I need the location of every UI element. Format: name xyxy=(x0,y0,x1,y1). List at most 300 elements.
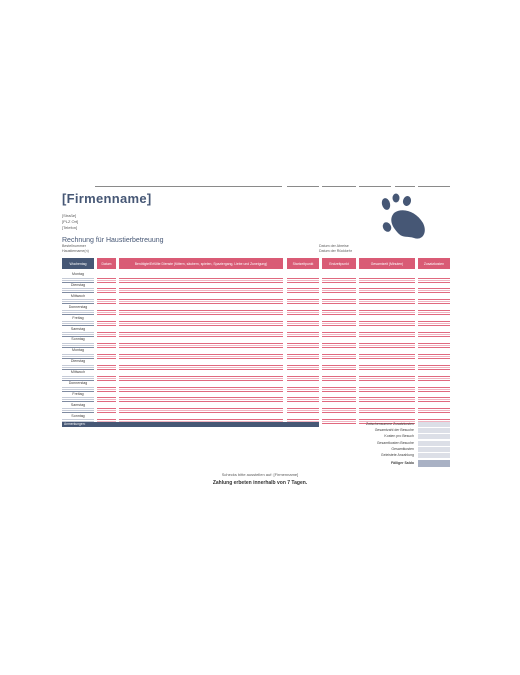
table-cell-line[interactable] xyxy=(287,410,319,411)
table-cell-line[interactable] xyxy=(322,397,356,398)
table-cell-line[interactable] xyxy=(287,343,319,344)
table-cell-line[interactable] xyxy=(418,292,450,293)
table-cell-line[interactable] xyxy=(97,332,116,333)
summary-value[interactable] xyxy=(418,441,450,446)
table-cell-line[interactable] xyxy=(119,387,283,388)
table-cell-line[interactable] xyxy=(359,280,415,281)
table-cell-line[interactable] xyxy=(359,312,415,313)
table-cell-line[interactable] xyxy=(287,358,319,359)
table-cell-line[interactable] xyxy=(119,323,283,324)
table-cell-line[interactable] xyxy=(97,399,116,400)
day-row-line xyxy=(62,408,94,409)
table-cell-line[interactable] xyxy=(97,412,116,413)
table-cell-line[interactable] xyxy=(119,321,283,322)
table-cell-line[interactable] xyxy=(359,314,415,315)
day-label: Dienstag xyxy=(70,282,86,287)
table-cell-line[interactable] xyxy=(418,325,450,326)
header-services: Benötigte/Erfüllte Dienste (füttern, säubern, spielen, Spaziergang, Liebe und Zuneigung) xyxy=(119,258,283,269)
table-cell-line[interactable] xyxy=(287,378,319,379)
header-rule xyxy=(322,186,356,187)
table-cell-line[interactable] xyxy=(97,408,116,409)
table-cell-line[interactable] xyxy=(322,332,356,333)
table-cell-line[interactable] xyxy=(287,391,319,392)
summary-label: Gesamtkosten xyxy=(391,446,414,451)
table-cell-line[interactable] xyxy=(322,303,356,304)
table-cell-line[interactable] xyxy=(287,325,319,326)
payable-to: Schecks bitte ausstellen auf: [Firmenname] xyxy=(221,472,299,477)
day-row-line xyxy=(62,323,94,324)
address-street[interactable]: [Straße] xyxy=(62,213,77,218)
table-cell-line[interactable] xyxy=(322,321,356,322)
table-cell-line[interactable] xyxy=(322,301,356,302)
table-cell-line[interactable] xyxy=(322,282,356,283)
table-cell-line[interactable] xyxy=(119,399,283,400)
table-cell-line[interactable] xyxy=(322,387,356,388)
notes-label[interactable]: Anmerkungen: xyxy=(62,422,319,427)
table-cell-line[interactable] xyxy=(119,356,283,357)
summary-value[interactable] xyxy=(418,453,450,458)
table-cell-line[interactable] xyxy=(418,378,450,379)
table-cell-line[interactable] xyxy=(418,354,450,355)
table-cell-line[interactable] xyxy=(119,292,283,293)
table-cell-line[interactable] xyxy=(418,397,450,398)
table-cell-line[interactable] xyxy=(418,336,450,337)
table-cell-line[interactable] xyxy=(119,303,283,304)
table-cell-line[interactable] xyxy=(119,301,283,302)
table-cell-line[interactable] xyxy=(97,310,116,311)
day-label: Mittwoch xyxy=(70,370,86,375)
table-cell-line[interactable] xyxy=(287,301,319,302)
table-cell-line[interactable] xyxy=(97,278,116,279)
table-cell-line[interactable] xyxy=(287,303,319,304)
table-cell-line[interactable] xyxy=(322,412,356,413)
table-cell-line[interactable] xyxy=(322,356,356,357)
table-cell-line[interactable] xyxy=(119,336,283,337)
summary-value[interactable] xyxy=(418,447,450,452)
table-cell-line[interactable] xyxy=(119,389,283,390)
table-cell-line[interactable] xyxy=(359,391,415,392)
table-cell-line[interactable] xyxy=(418,345,450,346)
table-cell-line[interactable] xyxy=(322,310,356,311)
table-cell-line[interactable] xyxy=(287,376,319,377)
table-cell-line[interactable] xyxy=(119,290,283,291)
table-cell-line[interactable] xyxy=(418,278,450,279)
table-cell-line[interactable] xyxy=(418,356,450,357)
table-cell-line[interactable] xyxy=(418,323,450,324)
table-cell-line[interactable] xyxy=(359,278,415,279)
day-row-line xyxy=(62,399,94,400)
table-cell-line[interactable] xyxy=(359,410,415,411)
table-cell-line[interactable] xyxy=(97,365,116,366)
table-cell-line[interactable] xyxy=(287,310,319,311)
company-name[interactable]: [Firmenname] xyxy=(62,191,152,206)
table-cell-line[interactable] xyxy=(97,369,116,370)
table-cell-line[interactable] xyxy=(418,290,450,291)
table-cell-line[interactable] xyxy=(97,389,116,390)
table-cell-line[interactable] xyxy=(359,365,415,366)
table-cell-line[interactable] xyxy=(418,332,450,333)
table-cell-line[interactable] xyxy=(97,391,116,392)
table-cell-line[interactable] xyxy=(287,356,319,357)
table-cell-line[interactable] xyxy=(418,412,450,413)
table-cell-line[interactable] xyxy=(359,292,415,293)
table-cell-line[interactable] xyxy=(119,410,283,411)
table-cell-line[interactable] xyxy=(119,347,283,348)
table-cell-line[interactable] xyxy=(287,397,319,398)
summary-label: Fälliger Saldo xyxy=(391,461,414,466)
table-cell-line[interactable] xyxy=(287,292,319,293)
table-cell-line[interactable] xyxy=(287,401,319,402)
table-cell-line[interactable] xyxy=(97,419,116,420)
table-cell-line[interactable] xyxy=(359,367,415,368)
table-cell-line[interactable] xyxy=(97,387,116,388)
table-cell-line[interactable] xyxy=(359,376,415,377)
table-cell-line[interactable] xyxy=(418,288,450,289)
day-label: Samstag xyxy=(70,326,86,331)
table-cell-line[interactable] xyxy=(359,288,415,289)
table-cell-line[interactable] xyxy=(97,325,116,326)
summary-label: Geleistete Anzahlung xyxy=(380,453,414,457)
table-cell-line[interactable] xyxy=(322,334,356,335)
summary-label: Gesamtzahl der Besuche xyxy=(374,428,414,433)
table-cell-line[interactable] xyxy=(287,280,319,281)
table-cell-line[interactable] xyxy=(97,303,116,304)
day-row-line xyxy=(62,376,94,377)
summary-value[interactable] xyxy=(418,422,450,427)
summary-label: Zwischensumme Zusatzkosten xyxy=(365,422,414,426)
day-label: Sonntag xyxy=(71,413,85,418)
table-cell-line[interactable] xyxy=(322,290,356,291)
table-cell-line[interactable] xyxy=(359,282,415,283)
table-cell-line[interactable] xyxy=(359,378,415,379)
table-cell-line[interactable] xyxy=(119,365,283,366)
table-cell-line[interactable] xyxy=(322,419,356,420)
table-cell-line[interactable] xyxy=(97,367,116,368)
table-cell-line[interactable] xyxy=(418,408,450,409)
table-cell-line[interactable] xyxy=(287,312,319,313)
table-cell-line[interactable] xyxy=(322,401,356,402)
table-cell-line[interactable] xyxy=(119,397,283,398)
table-cell-line[interactable] xyxy=(97,397,116,398)
table-cell-line[interactable] xyxy=(359,343,415,344)
summary-value[interactable] xyxy=(418,428,450,433)
table-cell-line[interactable] xyxy=(97,358,116,359)
table-cell-line[interactable] xyxy=(359,412,415,413)
table-cell-line[interactable] xyxy=(119,369,283,370)
day-row-line xyxy=(62,301,94,302)
address-city[interactable]: [PLZ Ort] xyxy=(62,219,79,224)
table-cell-line[interactable] xyxy=(322,312,356,313)
table-cell-line[interactable] xyxy=(322,292,356,293)
table-cell-line[interactable] xyxy=(287,336,319,337)
table-cell-line[interactable] xyxy=(418,369,450,370)
table-cell-line[interactable] xyxy=(287,282,319,283)
table-cell-line[interactable] xyxy=(119,354,283,355)
table-cell-line[interactable] xyxy=(119,310,283,311)
table-cell-line[interactable] xyxy=(97,345,116,346)
table-cell-line[interactable] xyxy=(97,301,116,302)
table-cell-line[interactable] xyxy=(119,419,283,420)
table-cell-line[interactable] xyxy=(322,343,356,344)
summary-label: Gesamtkosten Besuche xyxy=(376,440,414,445)
day-row-line xyxy=(62,310,94,311)
table-cell-line[interactable] xyxy=(359,290,415,291)
table-cell-line[interactable] xyxy=(97,356,116,357)
day-label: Sonntag xyxy=(71,337,85,342)
day-row-line xyxy=(62,367,94,368)
table-cell-line[interactable] xyxy=(119,401,283,402)
table-cell-line[interactable] xyxy=(119,378,283,379)
table-cell-line[interactable] xyxy=(359,399,415,400)
table-cell-line[interactable] xyxy=(359,299,415,300)
table-cell-line[interactable] xyxy=(322,410,356,411)
header-rule xyxy=(95,186,282,187)
table-cell-line[interactable] xyxy=(119,334,283,335)
header-total-time: Gesamtzeit (Minuten) xyxy=(359,258,415,269)
table-cell-line[interactable] xyxy=(119,278,283,279)
table-cell-line[interactable] xyxy=(287,288,319,289)
summary-value[interactable] xyxy=(418,434,450,439)
table-cell-line[interactable] xyxy=(322,314,356,315)
table-cell-line[interactable] xyxy=(359,321,415,322)
table-cell-line[interactable] xyxy=(97,347,116,348)
table-cell-line[interactable] xyxy=(418,401,450,402)
table-cell-line[interactable] xyxy=(418,365,450,366)
table-cell-line[interactable] xyxy=(418,321,450,322)
table-cell-line[interactable] xyxy=(287,380,319,381)
table-cell-line[interactable] xyxy=(97,292,116,293)
table-cell-line[interactable] xyxy=(359,389,415,390)
table-cell-line[interactable] xyxy=(287,408,319,409)
table-cell-line[interactable] xyxy=(418,282,450,283)
table-cell-line[interactable] xyxy=(97,282,116,283)
day-row-line xyxy=(62,345,94,346)
table-cell-line[interactable] xyxy=(287,332,319,333)
table-cell-line[interactable] xyxy=(418,399,450,400)
table-cell-line[interactable] xyxy=(359,356,415,357)
table-cell-line[interactable] xyxy=(97,321,116,322)
table-cell-line[interactable] xyxy=(119,391,283,392)
table-cell-line[interactable] xyxy=(322,378,356,379)
table-cell-line[interactable] xyxy=(418,301,450,302)
table-cell-line[interactable] xyxy=(322,325,356,326)
table-cell-line[interactable] xyxy=(119,299,283,300)
table-cell-line[interactable] xyxy=(359,387,415,388)
table-cell-line[interactable] xyxy=(322,299,356,300)
table-cell-line[interactable] xyxy=(322,399,356,400)
table-cell-line[interactable] xyxy=(322,376,356,377)
table-cell-line[interactable] xyxy=(322,288,356,289)
table-cell-line[interactable] xyxy=(119,343,283,344)
header-date: Datum xyxy=(97,258,116,269)
table-cell-line[interactable] xyxy=(418,347,450,348)
table-cell-line[interactable] xyxy=(418,358,450,359)
table-cell-line[interactable] xyxy=(119,380,283,381)
table-cell-line[interactable] xyxy=(119,314,283,315)
day-row-line xyxy=(62,321,94,322)
table-cell-line[interactable] xyxy=(97,290,116,291)
summary-label: Kosten pro Besuch xyxy=(384,434,414,439)
table-cell-line[interactable] xyxy=(359,334,415,335)
table-cell-line[interactable] xyxy=(359,336,415,337)
day-label: Freitag xyxy=(72,315,84,320)
address-phone[interactable]: [Telefon] xyxy=(62,225,78,230)
table-cell-line[interactable] xyxy=(97,299,116,300)
table-cell-line[interactable] xyxy=(359,325,415,326)
table-cell-line[interactable] xyxy=(287,369,319,370)
table-cell-line[interactable] xyxy=(322,280,356,281)
table-cell-line[interactable] xyxy=(359,397,415,398)
order-number-label: Bestellnummer xyxy=(62,244,86,248)
table-cell-line[interactable] xyxy=(119,376,283,377)
return-date-label: Datum der Rückkehr xyxy=(319,249,352,253)
table-cell-line[interactable] xyxy=(287,412,319,413)
table-cell-line[interactable] xyxy=(97,280,116,281)
table-cell-line[interactable] xyxy=(287,419,319,420)
table-cell-line[interactable] xyxy=(97,334,116,335)
table-cell-line[interactable] xyxy=(322,367,356,368)
table-cell-line[interactable] xyxy=(418,334,450,335)
table-cell-line[interactable] xyxy=(322,278,356,279)
table-cell-line[interactable] xyxy=(287,354,319,355)
table-cell-line[interactable] xyxy=(418,343,450,344)
table-cell-line[interactable] xyxy=(322,408,356,409)
table-cell-line[interactable] xyxy=(119,288,283,289)
table-cell-line[interactable] xyxy=(322,365,356,366)
table-cell-line[interactable] xyxy=(359,345,415,346)
table-cell-line[interactable] xyxy=(119,408,283,409)
table-cell-line[interactable] xyxy=(97,288,116,289)
table-cell-line[interactable] xyxy=(322,358,356,359)
table-cell-line[interactable] xyxy=(418,310,450,311)
payment-terms: Zahlung erbeten innerhalb von 7 Tagen. xyxy=(212,480,308,486)
table-cell-line[interactable] xyxy=(97,323,116,324)
table-cell-line[interactable] xyxy=(287,387,319,388)
table-cell-line[interactable] xyxy=(322,336,356,337)
pet-name-label: Haustiername(n) xyxy=(62,249,89,253)
day-label: Dienstag xyxy=(70,359,86,364)
table-cell-line[interactable] xyxy=(287,290,319,291)
table-cell-line[interactable] xyxy=(119,367,283,368)
table-cell-line[interactable] xyxy=(97,312,116,313)
day-label: Montag xyxy=(72,348,84,353)
table-cell-line[interactable] xyxy=(418,389,450,390)
table-cell-line[interactable] xyxy=(97,376,116,377)
table-cell-line[interactable] xyxy=(418,312,450,313)
table-cell-line[interactable] xyxy=(359,401,415,402)
table-cell-line[interactable] xyxy=(418,419,450,420)
table-cell-line[interactable] xyxy=(418,391,450,392)
table-cell-line[interactable] xyxy=(97,380,116,381)
table-cell-line[interactable] xyxy=(97,314,116,315)
table-cell-line[interactable] xyxy=(119,412,283,413)
table-cell-line[interactable] xyxy=(287,299,319,300)
day-row-line xyxy=(62,387,94,388)
table-cell-line[interactable] xyxy=(119,345,283,346)
invoice-title: Rechnung für Haustierbetreuung xyxy=(62,237,164,244)
table-cell-line[interactable] xyxy=(287,389,319,390)
table-cell-line[interactable] xyxy=(359,408,415,409)
table-cell-line[interactable] xyxy=(359,301,415,302)
table-cell-line[interactable] xyxy=(322,345,356,346)
table-cell-line[interactable] xyxy=(97,343,116,344)
table-cell-line[interactable] xyxy=(359,347,415,348)
paw-icon xyxy=(372,193,430,243)
table-cell-line[interactable] xyxy=(287,365,319,366)
table-cell-line[interactable] xyxy=(359,380,415,381)
table-cell-line[interactable] xyxy=(287,345,319,346)
table-cell-line[interactable] xyxy=(359,369,415,370)
table-cell-line[interactable] xyxy=(322,389,356,390)
table-cell-line[interactable] xyxy=(322,354,356,355)
table-cell-line[interactable] xyxy=(359,323,415,324)
table-cell-line[interactable] xyxy=(418,410,450,411)
day-label: Montag xyxy=(72,272,84,276)
day-row-line xyxy=(62,290,94,291)
table-cell-line[interactable] xyxy=(97,354,116,355)
table-cell-line[interactable] xyxy=(322,323,356,324)
table-cell-line[interactable] xyxy=(359,419,415,420)
table-cell-line[interactable] xyxy=(322,391,356,392)
table-cell-line[interactable] xyxy=(418,380,450,381)
table-cell-line[interactable] xyxy=(359,354,415,355)
table-cell-line[interactable] xyxy=(97,336,116,337)
table-cell-line[interactable] xyxy=(287,367,319,368)
table-cell-line[interactable] xyxy=(359,332,415,333)
table-cell-line[interactable] xyxy=(359,310,415,311)
table-cell-line[interactable] xyxy=(418,387,450,388)
day-row-line xyxy=(62,280,94,281)
table-cell-line[interactable] xyxy=(359,303,415,304)
table-cell-line[interactable] xyxy=(119,282,283,283)
day-row-line xyxy=(62,389,94,390)
day-label: Mittwoch xyxy=(70,293,86,298)
table-cell-line[interactable] xyxy=(418,280,450,281)
table-cell-line[interactable] xyxy=(97,378,116,379)
day-row-line xyxy=(62,332,94,333)
table-cell-line[interactable] xyxy=(418,303,450,304)
day-row-line xyxy=(62,354,94,355)
day-row-line xyxy=(62,365,94,366)
table-cell-line[interactable] xyxy=(119,332,283,333)
table-cell-line[interactable] xyxy=(287,399,319,400)
table-cell-line[interactable] xyxy=(287,278,319,279)
table-cell-line[interactable] xyxy=(119,358,283,359)
table-cell-line[interactable] xyxy=(287,334,319,335)
table-cell-line[interactable] xyxy=(418,367,450,368)
table-cell-line[interactable] xyxy=(97,410,116,411)
header-rule xyxy=(359,186,391,187)
table-cell-line[interactable] xyxy=(287,314,319,315)
table-cell-line[interactable] xyxy=(418,376,450,377)
table-cell-line[interactable] xyxy=(287,323,319,324)
day-label: Donnerstag xyxy=(68,304,88,309)
table-cell-line[interactable] xyxy=(119,312,283,313)
table-cell-line[interactable] xyxy=(322,369,356,370)
table-cell-line[interactable] xyxy=(119,280,283,281)
table-cell-line[interactable] xyxy=(418,314,450,315)
table-cell-line[interactable] xyxy=(119,325,283,326)
table-cell-line[interactable] xyxy=(418,299,450,300)
table-cell-line[interactable] xyxy=(322,347,356,348)
table-cell-line[interactable] xyxy=(287,347,319,348)
table-cell-line[interactable] xyxy=(97,401,116,402)
table-cell-line[interactable] xyxy=(287,321,319,322)
table-cell-line[interactable] xyxy=(359,358,415,359)
header-extra-costs: Zusatzkosten xyxy=(418,258,450,269)
summary-value[interactable] xyxy=(418,460,450,467)
table-cell-line[interactable] xyxy=(322,380,356,381)
